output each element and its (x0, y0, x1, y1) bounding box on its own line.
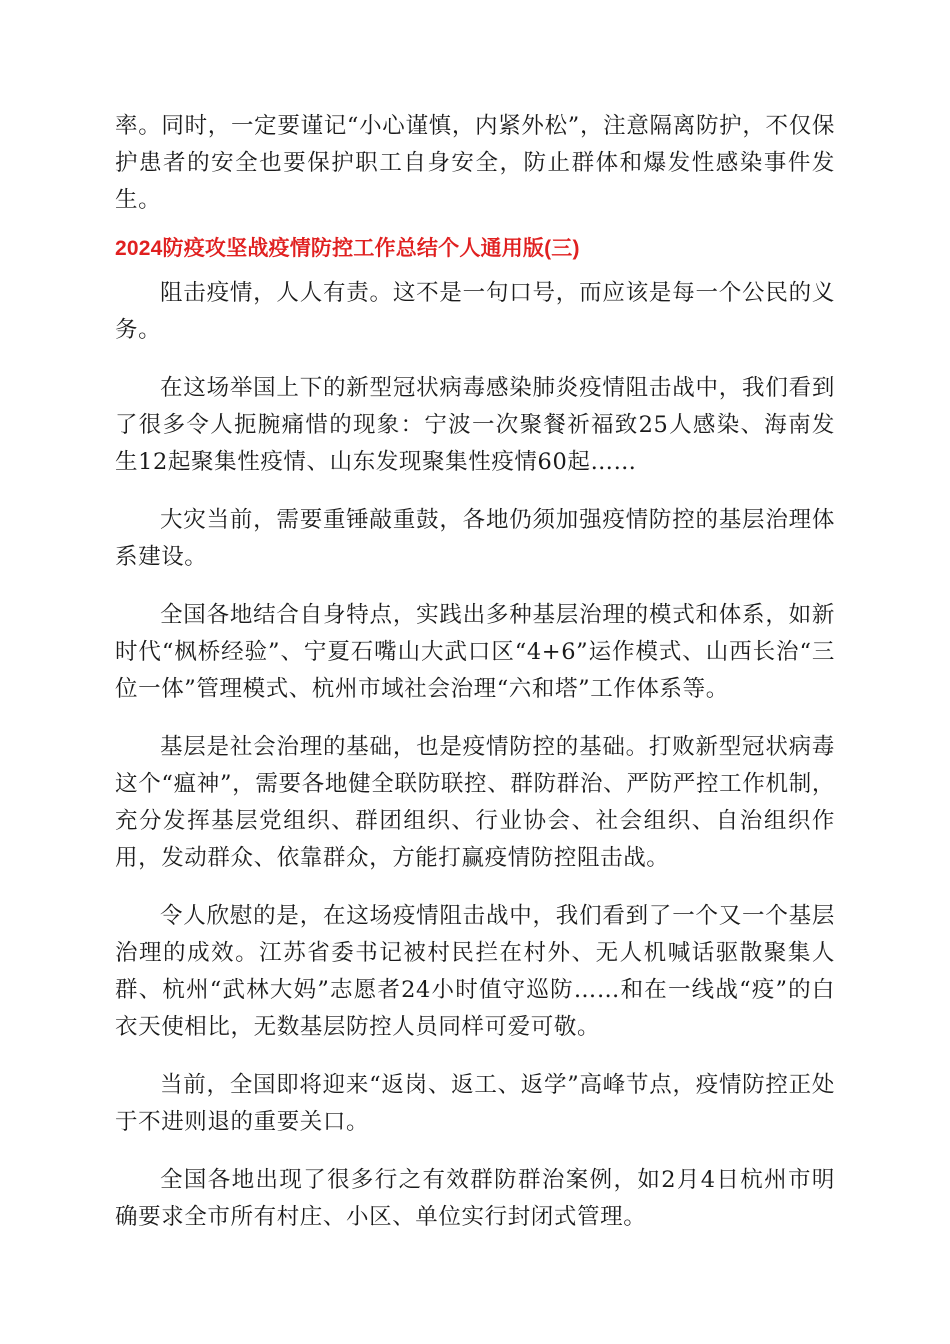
body-paragraph-7: 当前，全国即将迎来“返岗、返工、返学”高峰节点，疫情防控正处于不进则退的重要关口。 (115, 1072, 835, 1135)
body-paragraph-5: 基层是社会治理的基础，也是疫情防控的基础。打败新型冠状病毒这个“瘟神”，需要各地健全联防联控、群防群治、严防严控工作机制，充分发挥基层党组织、群团组织、行业协会、社会组织、自治组织作用，发动群众、依靠群众，方能打赢疫情防控阻击战。 (115, 734, 835, 871)
body-paragraph-4: 全国各地结合自身特点，实践出多种基层治理的模式和体系，如新时代“枫桥经验”、宁夏石嘴山大武口区“4+6”运作模式、山西长治“三位一体”管理模式、杭州市域社会治理“六和塔”工作体系等。 (115, 602, 835, 702)
body-paragraph-1: 阻击疫情，人人有责。这不是一句口号，而应该是每一个公民的义务。 (115, 280, 835, 343)
body-paragraph-6: 令人欣慰的是，在这场疫情阻击战中，我们看到了一个又一个基层治理的成效。江苏省委书记被村民拦在村外、无人机喊话驱散聚集人群、杭州“武林大妈”志愿者24小时值守巡防……和在一线战“疫”的白衣天使相比，无数基层防控人员同样可爱可敬。 (115, 903, 835, 1040)
body-paragraph-8: 全国各地出现了很多行之有效群防群治案例，如2月4日杭州市明确要求全市所有村庄、小区、单位实行封闭式管理。 (115, 1167, 835, 1230)
intro-paragraph: 率。同时，一定要谨记“小心谨慎，内紧外松”，注意隔离防护，不仅保护患者的安全也要保护职工自身安全，防止群体和爆发性感染事件发生。 (115, 113, 835, 213)
document-page (115, 108, 835, 1236)
section-heading: 2024防疫攻坚战疫情防控工作总结个人通用版(三) (115, 237, 580, 260)
body-paragraph-3: 大灾当前，需要重锤敲重鼓，各地仍须加强疫情防控的基层治理体系建设。 (115, 507, 835, 570)
body-paragraph-2: 在这场举国上下的新型冠状病毒感染肺炎疫情阻击战中，我们看到了很多令人扼腕痛惜的现象：宁波一次聚餐祈福致25人感染、海南发生12起聚集性疫情、山东发现聚集性疫情60起…… (115, 375, 835, 475)
